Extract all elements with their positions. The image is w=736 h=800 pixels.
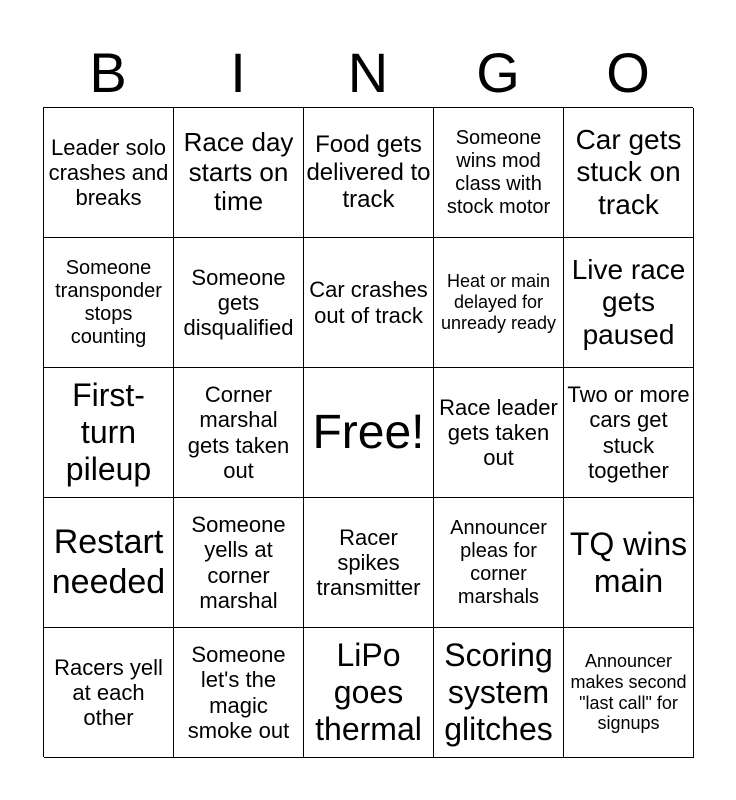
cell-text: Heat or main delayed for unready ready [440,271,557,333]
cell-text: Car crashes out of track [309,277,428,328]
bingo-cell-r3c3-free[interactable] [304,368,434,498]
bingo-cell-r1c2[interactable] [174,108,304,238]
bingo-header [43,40,693,106]
cell-text: Food gets delivered to track [306,131,431,214]
cell-text: Someone yells at corner marshal [191,511,286,613]
bingo-cell-r1c1[interactable] [44,108,174,238]
cell-text: Someone let's the magic smoke out [187,641,290,743]
bingo-cell-r4c3[interactable] [304,498,434,628]
bingo-cell-r4c5[interactable] [564,498,694,628]
header-letter-o: O [606,41,650,104]
bingo-cell-r3c1[interactable] [44,368,174,498]
bingo-cell-r2c1[interactable] [44,238,174,368]
cell-text: Announcer makes second "last call" for signups [570,651,687,734]
bingo-cell-r5c5[interactable] [564,628,694,758]
cell-text: Race leader gets taken out [439,394,558,471]
bingo-cell-r1c3[interactable] [304,108,434,238]
free-space-label: Free! [312,405,425,459]
cell-text: Live race gets paused [571,254,686,350]
cell-text: Race day starts on time [183,126,294,217]
cell-text: Scoring system glitches [444,637,553,747]
bingo-cell-r4c2[interactable] [174,498,304,628]
cell-text: Leader solo crashes and breaks [48,134,169,211]
bingo-cell-r1c4[interactable] [434,108,564,238]
bingo-cell-r2c3[interactable] [304,238,434,368]
bingo-cell-r3c2[interactable] [174,368,304,498]
bingo-cell-r4c4[interactable] [434,498,564,628]
header-letter-b: B [89,41,127,104]
header-letter-n: N [347,41,389,104]
bingo-cell-r2c2[interactable] [174,238,304,368]
cell-text: Someone gets disqualified [183,264,294,341]
bingo-cell-r3c4[interactable] [434,368,564,498]
cell-text: Someone wins mod class with stock motor [446,126,551,218]
bingo-cell-r3c5[interactable] [564,368,694,498]
cell-text: Racer spikes transmitter [316,524,421,601]
bingo-cell-r5c2[interactable] [174,628,304,758]
cell-text: Two or more cars get stuck together [567,381,690,483]
header-letter-i: I [230,41,246,104]
bingo-cell-r2c4[interactable] [434,238,564,368]
bingo-cell-r4c1[interactable] [44,498,174,628]
cell-text: Car gets stuck on track [575,124,682,220]
cell-text: Racers yell at each other [54,654,163,731]
bingo-cell-r2c5[interactable] [564,238,694,368]
bingo-cell-r5c1[interactable] [44,628,174,758]
bingo-cell-r5c3[interactable] [304,628,434,758]
cell-text: TQ wins main [569,525,688,599]
cell-text: First-turn pileup [65,377,152,487]
bingo-cell-r5c4[interactable] [434,628,564,758]
cell-text: Corner marshal gets taken out [187,381,290,483]
bingo-cell-r1c5[interactable] [564,108,694,238]
cell-text: LiPo goes thermal [315,637,422,747]
cell-text: Someone transponder stops counting [55,256,162,348]
cell-text: Announcer pleas for corner marshals [450,516,547,608]
cell-text: Restart needed [51,523,166,601]
header-letter-g: G [476,41,520,104]
bingo-board [43,107,693,757]
